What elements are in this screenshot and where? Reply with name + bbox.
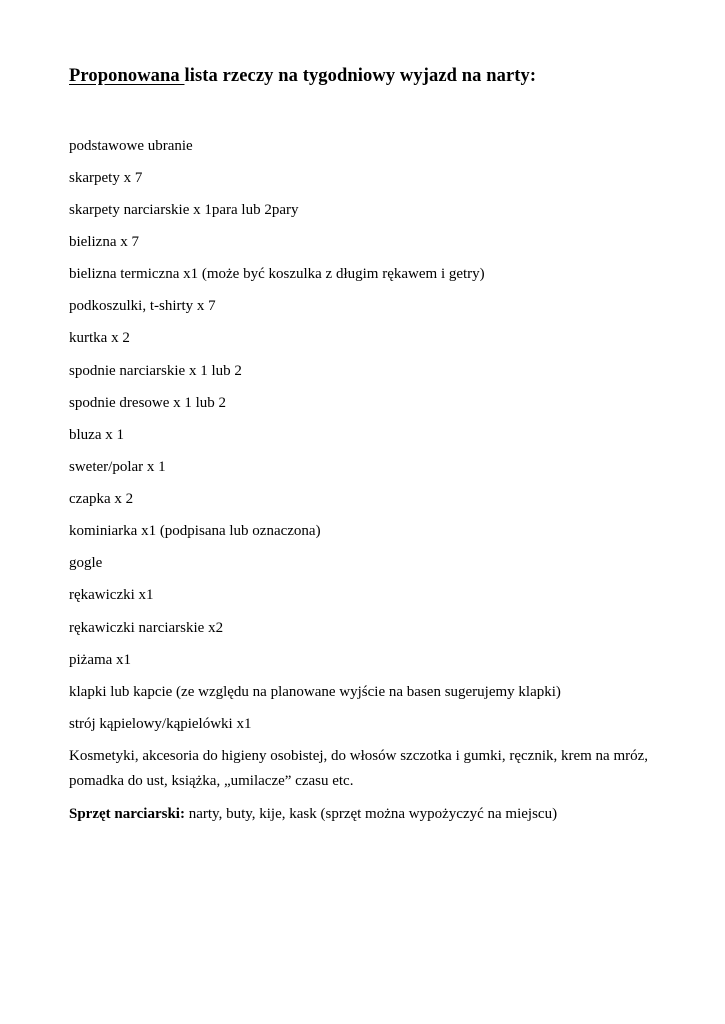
list-item: piżama x1 bbox=[69, 652, 132, 668]
list-item: skarpety x 7 bbox=[69, 170, 143, 186]
list-item: bielizna x 7 bbox=[69, 234, 139, 250]
list-item: bielizna termiczna x1 (może być koszulka z długim rękawem i getry) bbox=[69, 266, 485, 282]
list-item: rękawiczki narciarskie x2 bbox=[69, 620, 224, 636]
list-item: rękawiczki x1 bbox=[69, 587, 154, 603]
list-item: podkoszulki, t-shirty x 7 bbox=[69, 298, 216, 314]
equipment-label: Sprzęt narciarski: bbox=[69, 806, 185, 822]
list-item: spodnie narciarskie x 1 lub 2 bbox=[69, 363, 242, 379]
list-item: klapki lub kapcie (ze względu na planowane wyjście na basen sugerujemy klapki) bbox=[69, 684, 561, 700]
equipment-line bbox=[69, 804, 557, 824]
title-underlined-part: Proponowana bbox=[69, 66, 185, 86]
list-item: spodnie dresowe x 1 lub 2 bbox=[69, 395, 227, 411]
list-item: skarpety narciarskie x 1para lub 2pary bbox=[69, 202, 299, 218]
equipment-text: narty, buty, kije, kask (sprzęt można wypożyczyć na miejscu) bbox=[184, 806, 558, 822]
list-item: kominiarka x1 (podpisana lub oznaczona) bbox=[69, 523, 321, 539]
list-item: gogle bbox=[69, 555, 103, 571]
list-item: sweter/polar x 1 bbox=[69, 459, 166, 475]
title-rest: lista rzeczy na tygodniowy wyjazd na narty: bbox=[184, 66, 537, 86]
document-title bbox=[69, 66, 536, 87]
list-item: podstawowe ubranie bbox=[69, 138, 193, 154]
list-item: czapka x 2 bbox=[69, 491, 134, 507]
list-item: strój kąpielowy/kąpielówki x1 bbox=[69, 716, 252, 732]
list-item: Kosmetyki, akcesoria do higieny osobistej, do włosów szczotka i gumki, ręcznik, krem na mróz, pomadka do ust, książka, „umilacze” czasu etc. bbox=[69, 748, 649, 789]
list-item: kurtka x 2 bbox=[69, 330, 130, 346]
list-item: bluza x 1 bbox=[69, 427, 124, 443]
